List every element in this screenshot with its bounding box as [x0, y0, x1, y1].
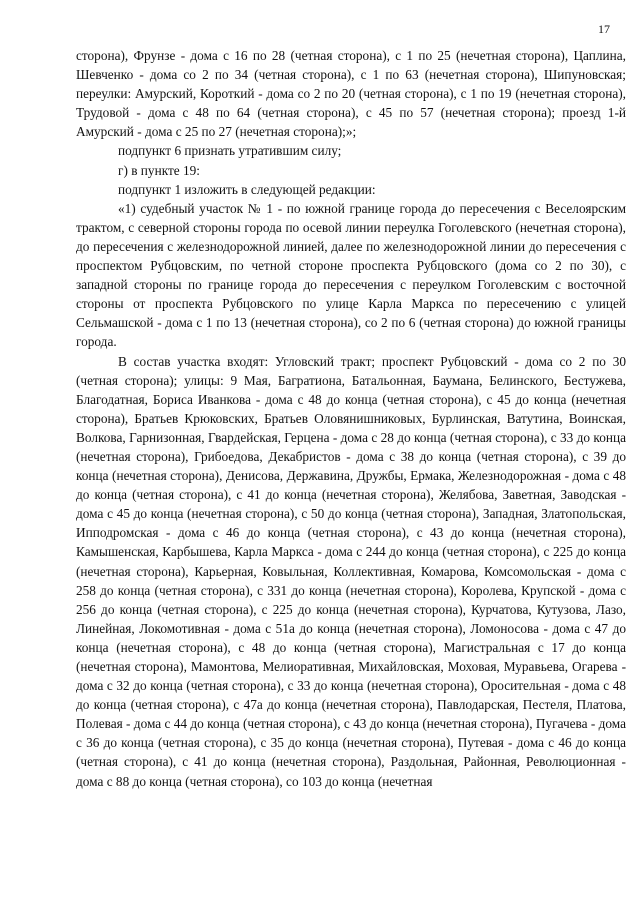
paragraph-subpoint-6: подпункт 6 признать утратившим силу; [118, 143, 342, 159]
document-body [76, 46, 626, 791]
paragraph-court-district-1: «1) судебный участок № 1 - по южной границе города до пересечения с Веселоярским трактом, с северной стороны города по осевой линии переулка Гоголевского (нечетная сторона), до пересечения с железнодорожной линией, далее по железнодорожной линии до пересечения с проспектом Рубцовским, по четной стороне проспекта Рубцовского (дома со 2 по 30), с западной стороны по границе города до пересечения с переулком Гоголевским с восточной стороны от проспекта Рубцовского по улице Карла Маркса по пересечению с улицей Сельмашской - дома с 1 по 13 (нечетная сторона), со 2 по 6 (четная сторона) до южной границы города. [76, 200, 626, 350]
page-number: 17 [598, 22, 610, 36]
paragraph-continuation: сторона), Фрунзе - дома с 16 по 28 (четная сторона), с 1 по 25 (нечетная сторона), Цаплина, Шевченко - дома со 2 по 34 (четная сторона), с 1 по 63 (нечетная сторона), Шипуновская; переулки: Амурский, Короткий - дома со 2 по 20 (четная сторона), с 1 по 19 (нечетная сторона), Трудовой - дома с 48 по 64 (четная сторона), с 45 по 57 (нечетная сторона); проезд 1-й Амурский - дома с 25 по 27 (нечетная сторона);»; [76, 48, 626, 140]
paragraph-district-composition: В состав участка входят: Угловский тракт; проспект Рубцовский - дома со 2 по 30 (четная сторона); улицы: 9 Мая, Багратиона, Батальонная, Баумана, Белинского, Бестужева, Благодатная, Бориса Иванкова - дома с 48 до конца (четная сторона), с 45 до конца (нечетная сторона), Братьев Крюковских, Братьев Оловянишниковых, Бурлинская, Ватутина, Воинская, Волкова, Гарнизонная, Гвардейская, Герцена - дома с 28 до конца (четная сторона), с 33 до конца (нечетная сторона), Грибоедова, Декабристов - дома с 38 до конца (четная сторона), с 39 до конца (нечетная сторона), Денисова, Державина, Дружбы, Ермака, Железнодорожная - дома с 48 до конца (четная сторона), с 41 до конца (нечетная сторона), Желябова, Заветная, Заводская - дома с 45 до конца (нечетная сторона), с 50 до конца (четная сторона), Западная, Златопольская, Ипподромская - дома с 46 до конца (четная сторона), с 43 до конца (нечетная сторона), Камышенская, Карбышева, Карла Маркса - дома с 244 до конца (четная сторона), с 225 до конца (нечетная сторона), Карьерная, Ковыльная, Коллективная, Комарова, Комсомольская - дома с 258 до конца (четная сторона), с 331 до конца (нечетная сторона), Королева, Крупской - дома с 256 до конца (четная сторона), с 225 до конца (нечетная сторона), Курчатова, Кутузова, Лазо, Линейная, Локомотивная - дома с 51а до конца (нечетная сторона), Ломоносова - дома с 47 до конца (нечетная сторона), с 48 до конца (четная сторона), Магистральная с 17 до конца (нечетная сторона), Мамонтова, Мелиоративная, Михайловская, Моховая, Муравьева, Огарева - дома с 32 до конца (четная сторона), с 33 до конца (нечетная сторона), Оросительная - дома с 48 до конца (четная сторона), с 47а до конца (нечетная сторона), Павлодарская, Пестеля, Платова, Полевая - дома с 44 до конца (четная сторона), с 43 до конца (нечетная сторона), Пугачева - дома с 36 до конца (четная сторона), с 35 до конца (нечетная сторона), Путевая - дома с 46 до конца (четная сторона), с 41 до конца (нечетная сторона), Раздольная, Районная, Революционная - дома с 88 до конца (четная сторона), со 103 до конца (нечетная [76, 353, 627, 789]
paragraph-item-g: г) в пункте 19: [118, 162, 201, 178]
paragraph-subpoint-1-intro: подпункт 1 изложить в следующей редакции: [118, 181, 376, 197]
